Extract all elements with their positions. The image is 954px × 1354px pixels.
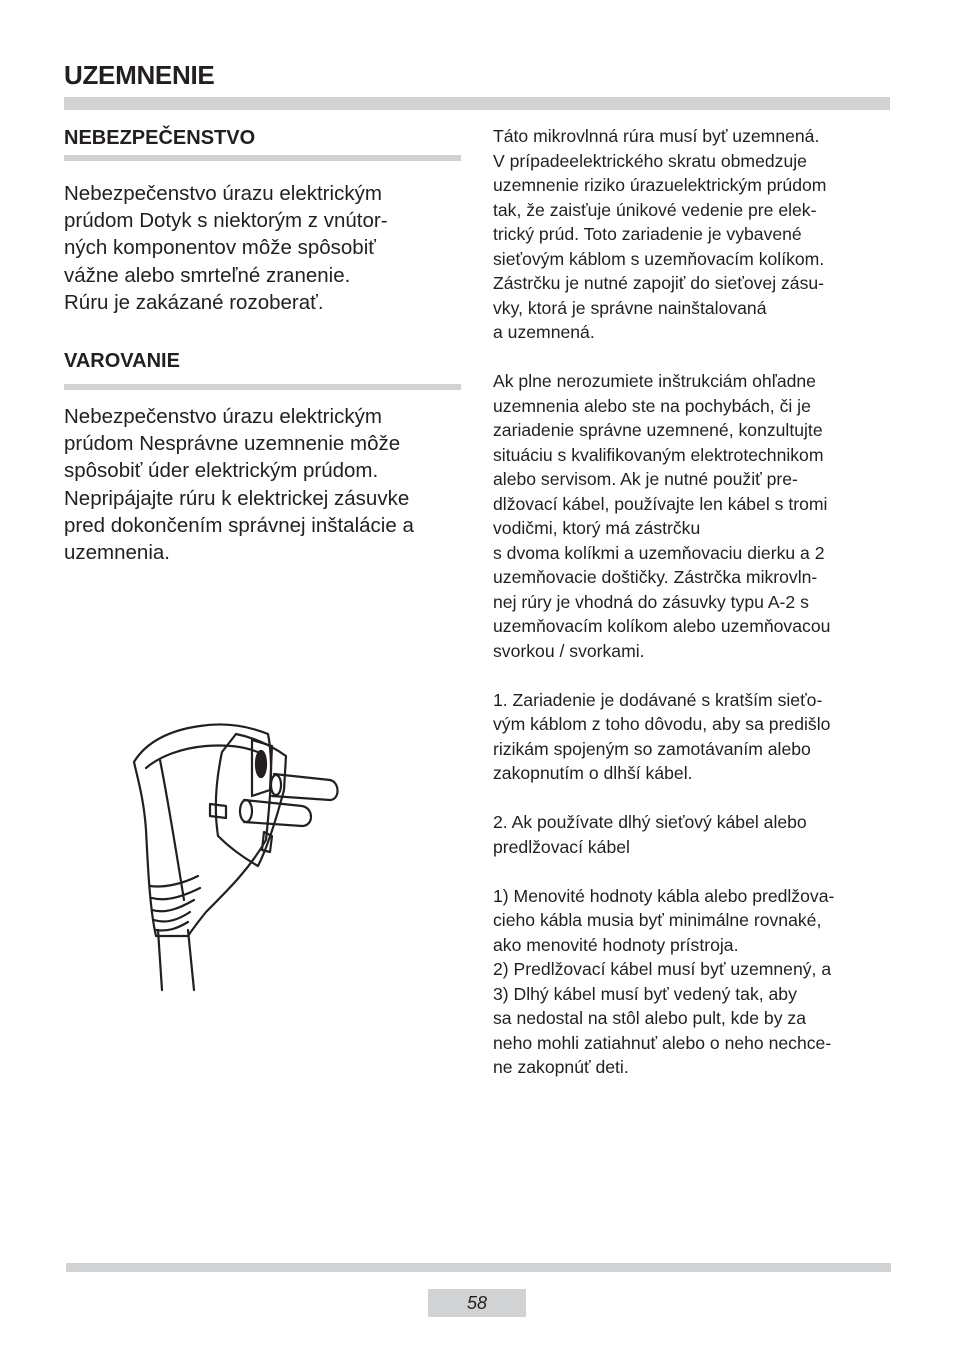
text-line: spôsobiť úder elektrickým prúdom. — [64, 459, 379, 483]
text-line: dlžovací kábel, používajte len kábel s tromi — [493, 493, 828, 514]
text-line: Nebezpečenstvo úrazu elektrickým — [64, 405, 382, 428]
text-line: vážne alebo smrteľné zranenie. — [64, 263, 351, 287]
text-line: vodičmi, ktorý má zástrčku — [493, 518, 701, 538]
plug-housing — [134, 724, 271, 936]
text-line: vky, ktorá je správne nainštalovaná — [493, 297, 767, 318]
text-line: situáciu s kvalifikovaným elektrotechnikom — [493, 444, 824, 465]
page-number: 58 — [428, 1289, 526, 1317]
cable-left-edge — [158, 930, 162, 990]
text-line: svorkou / svorkami. — [493, 640, 645, 661]
text-line: sa nedostal na stôl alebo pult, kde by za — [493, 1008, 806, 1028]
text-line: pred dokončením správnej inštalácie a — [64, 513, 414, 537]
text-line: 2. Ak používate dlhý sieťový kábel alebo — [493, 812, 807, 832]
text-line: prúdom Dotyk s niektorým z vnútor- — [64, 209, 388, 233]
text-line: nej rúry je vhodná do zásuvky typu A-2 s — [493, 591, 809, 612]
title-rule — [64, 97, 890, 110]
text-line: uzemňovacie doštičky. Zástrčka mikrovln- — [493, 567, 818, 587]
text-line: a uzemnená. — [493, 322, 595, 342]
text-line: 2) Predlžovací kábel musí byť uzemnený, a — [493, 959, 832, 979]
text-line: vým káblom z toho dôvodu, aby sa predišlo — [493, 714, 831, 734]
text-line: prúdom Nesprávne uzemnenie môže — [64, 432, 401, 456]
warning-rule — [64, 384, 461, 390]
paragraph-short-cable — [493, 688, 893, 786]
paragraph-requirements — [493, 884, 893, 1080]
text-line: cieho kábla musia byť minimálne rovnaké, — [493, 910, 822, 930]
text-line: ných komponentov môže spôsobiť — [64, 236, 376, 260]
text-line: Rúru je zakázané rozoberať. — [64, 290, 324, 314]
text-line: V prípadeelektrického skratu obmedzuje — [493, 150, 807, 171]
text-line: 1) Menovité hodnoty kábla alebo predlžova- — [493, 885, 835, 906]
text-line: zariadenie správne uzemnené, konzultujte — [493, 420, 823, 440]
text-line: s dvoma kolíkmi a uzemňovaciu dierku a 2 — [493, 542, 825, 563]
text-line: uzemňovacím kolíkom alebo uzemňovacou — [493, 616, 831, 636]
cable-right-edge — [188, 930, 194, 990]
text-line: sieťovým káblom s uzemňovacím kolíkom. — [493, 248, 825, 269]
danger-heading: NEBEZPEČENSTVO — [64, 127, 256, 149]
footer-rule — [66, 1263, 891, 1272]
paragraph-long-cable — [493, 810, 893, 859]
text-line: Zástrčku je nutné zapojiť do sieťovej zásu- — [493, 273, 825, 293]
danger-rule — [64, 155, 461, 161]
page-title: UZEMNENIE — [64, 60, 215, 90]
text-line: trický prúd. Toto zariadenie je vybavené — [493, 224, 802, 244]
text-line: ako menovité hodnoty prístroja. — [493, 934, 739, 955]
grounded-plug-illustration — [120, 720, 360, 992]
warning-text — [64, 403, 464, 566]
text-line: Nepripájajte rúru k elektrickej zásuvke — [64, 486, 410, 510]
text-line: uzemnenia alebo ste na pochybách, či je — [493, 395, 811, 416]
text-line: 3) Dlhý kábel musí byť vedený tak, aby — [493, 983, 797, 1004]
text-line: 1. Zariadenie je dodávané s kratším sieťo- — [493, 689, 823, 710]
warning-heading: VAROVANIE — [64, 350, 180, 372]
text-line: tak, že zaisťuje únikové vedenie pre elek- — [493, 199, 817, 220]
instructions-column — [493, 124, 893, 1080]
text-line: uzemnenie riziko úrazuelektrickým prúdom — [493, 175, 827, 195]
text-line: rizikám spojeným so zamotávaním alebo — [493, 738, 811, 759]
text-line: uzemnenia. — [64, 541, 170, 565]
text-line: predlžovací kábel — [493, 836, 630, 857]
text-line: alebo servisom. Ak je nutné použiť pre- — [493, 469, 798, 489]
text-line: neho mohli zatiahnuť alebo o neho nechce- — [493, 1032, 832, 1053]
text-line: Táto mikrovlnná rúra musí byť uzemnená. — [493, 126, 820, 146]
text-line: Nebezpečenstvo úrazu elektrickým — [64, 182, 382, 205]
text-line: zakopnutím o dlhší kábel. — [493, 763, 693, 783]
text-line: Ak plne nerozumiete inštrukciám ohľadne — [493, 371, 816, 391]
text-line: ne zakopnúť deti. — [493, 1057, 629, 1077]
paragraph-consult — [493, 369, 893, 663]
danger-text — [64, 180, 464, 316]
paragraph-grounding — [493, 124, 893, 345]
